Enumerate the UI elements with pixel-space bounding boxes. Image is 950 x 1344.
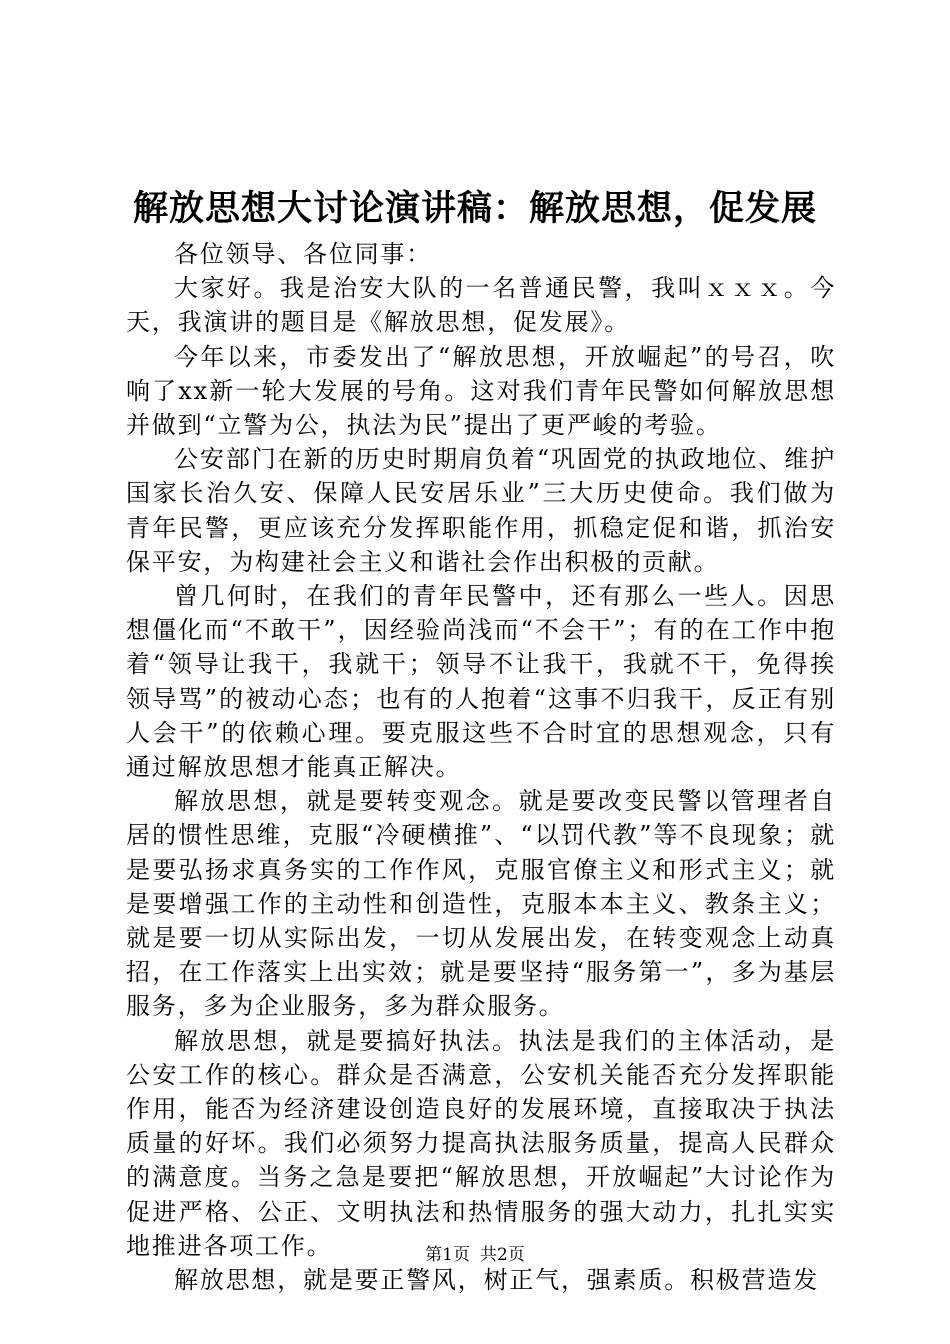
document-title: 解放思想大讨论演讲稿：解放思想，促发展 (132, 188, 817, 229)
body-paragraph: 今年以来，市委发出了“解放思想，开放崛起”的号召，吹响了xx新一轮大发展的号角。这对我们青年民警如何解放思想并做到“立警为公，执法为民”提出了更严峻的考验。 (126, 342, 836, 440)
body-paragraph: 公安部门在新的历史时期肩负着“巩固党的执政地位、维护国家长治久安、保障人民安居乐业”三大历史使命。我们做为青年民警，更应该充分发挥职能作用，抓稳定促和谐，抓治安保平安，为构建社会主义和谐社会作出积极的贡献。 (126, 445, 836, 576)
body-paragraph: 曾几何时，在我们的青年民警中，还有那么一些人。因思想僵化而“不敢干”，因经验尚浅而“不会干”；有的在工作中抱着“领导让我干，我就干；领导不让我干，我就不干，免得挨领导骂”的被动心态；也有的人抱着“这事不归我干，反正有别人会干”的依赖心理。要克服这些不合时宜的思想观念，只有通过解放思想才能真正解决。 (126, 582, 836, 782)
body-paragraph: 解放思想，就是要正警风，树正气，强素质。积极营造发 (174, 1266, 819, 1295)
body-paragraph: 解放思想，就是要搞好执法。执法是我们的主体活动，是公安工作的核心。群众是否满意，公安机关能否充分发挥职能作用，能否为经济建设创造良好的发展环境，直接取决于执法质量的好坏。我们必须努力提高执法服务质量，提高人民群众的满意度。当务之急是要把“解放思想，开放崛起”大讨论作为促进严格、公正、文明执法和热情服务的强大动力，扎扎实实地推进各项工作。 (126, 1026, 836, 1260)
page-footer (0, 1244, 950, 1266)
document-body (126, 237, 836, 1297)
page-number: 第1页 (425, 1245, 470, 1265)
body-paragraph: 解放思想，就是要转变观念。就是要改变民警以管理者自居的惯性思维，克服“冷硬横推”、“以罚代教”等不良现象；就是要弘扬求真务实的工作作风，克服官僚主义和形式主义；就是要增强工作的主动性和创造性，克服本本主义、教条主义；就是要一切从实际出发，一切从发展出发，在转变观念上动真招，在工作落实上出实效；就是要坚持“服务第一”，多为基层服务，多为企业服务，多为群众服务。 (126, 787, 836, 1021)
body-paragraph: 大家好。我是治安大队的一名普通民警，我叫ｘｘｘ。今天，我演讲的题目是《解放思想，促发展》。 (126, 274, 836, 337)
salutation-paragraph: 各位领导、各位同事： (174, 240, 432, 268)
page-total: 共2页 (480, 1245, 525, 1265)
